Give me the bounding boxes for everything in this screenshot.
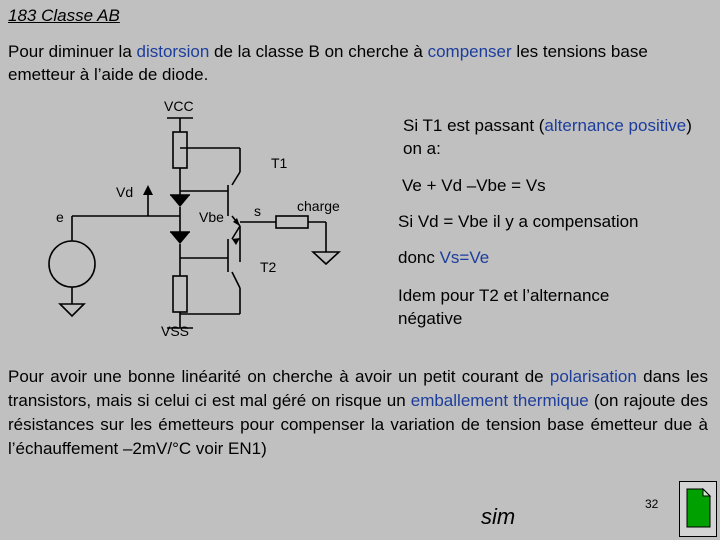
text-t1-passant — [403, 114, 693, 160]
sim-label: sim — [481, 504, 516, 529]
label-s: s — [254, 203, 261, 219]
document-icon[interactable] — [679, 481, 717, 537]
label-vss: VSS — [161, 323, 190, 339]
text-vs-ve — [398, 246, 489, 269]
bottom-paragraph — [8, 365, 708, 461]
slide-title: 183 Classe AB — [8, 6, 120, 25]
page-number: 32 — [645, 497, 659, 511]
bottom-text-3: (on rajoute des résistances sur les émetteurs pour compenser la variation de tension base émetteur due à l’échauffement –2mV/°C voir EN1) — [8, 391, 708, 458]
text-vs-ve-highlight: Vs=Ve — [439, 248, 490, 267]
text-t1-a: Si T1 est passant ( — [403, 116, 545, 135]
bottom-text-1: Pour avoir une bonne linéarité on cherche à avoir un petit courant de — [8, 367, 550, 386]
equation: Ve + Vd –Vbe = Vs — [402, 176, 546, 195]
label-vbe: Vbe — [199, 209, 224, 225]
label-vd: Vd — [116, 184, 134, 200]
label-charge: charge — [297, 198, 340, 214]
label-t2: T2 — [260, 259, 277, 275]
intro-text-3: les tensions base emetteur à l’aide de diode. — [8, 42, 648, 84]
label-e: e — [56, 209, 64, 225]
bottom-highlight-emballement: emballement thermique — [410, 391, 589, 410]
text-t2-negative: Idem pour T2 et l’alternance négative — [398, 286, 610, 328]
label-t1: T1 — [271, 155, 288, 171]
intro-paragraph — [8, 40, 718, 86]
bottom-text-2: dans les transistors, mais si celui ci est mal géré on risque un — [8, 367, 708, 410]
intro-text-2: de la classe B on cherche à — [209, 42, 428, 61]
label-vcc: VCC — [164, 98, 194, 114]
bottom-highlight-polarisation: polarisation — [549, 367, 637, 386]
text-t1-b: ) on a: — [403, 116, 692, 158]
intro-highlight-distorsion: distorsion — [136, 42, 210, 61]
intro-highlight-compenser: compenser — [427, 42, 512, 61]
text-donc: donc — [398, 248, 440, 267]
text-t1-highlight: alternance positive — [544, 116, 687, 135]
text-compensation: Si Vd = Vbe il y a compensation — [398, 212, 639, 231]
intro-text-1: Pour diminuer la — [8, 42, 137, 61]
